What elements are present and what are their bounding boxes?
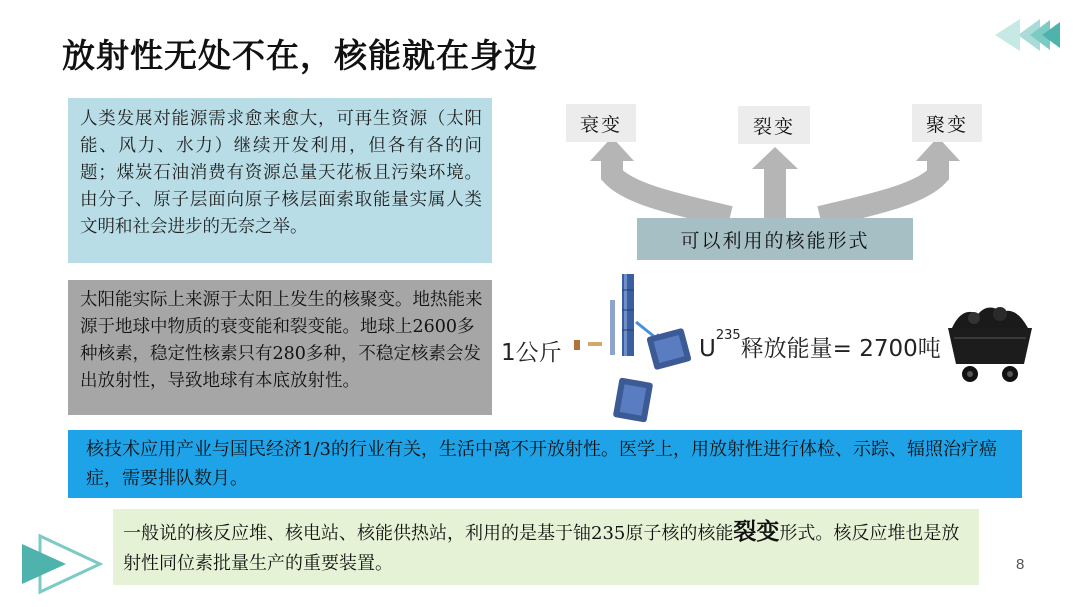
energy-release-equation bbox=[699, 330, 941, 363]
nuclear-energy-forms-label: 可以利用的核能形式 bbox=[637, 218, 913, 260]
isotope-mass-number: 235 bbox=[715, 328, 741, 343]
fusion-label: 聚变 bbox=[912, 104, 982, 142]
reactor-text-before: 一般说的核反应堆、核电站、核能供热站，利用的是基于铀235原子核的核能 bbox=[123, 523, 734, 544]
nuclear-applications-paragraph: 核技术应用产业与国民经济1/3的行业有关，生活中离不开放射性。医学上，用放射性进行体检、示踪、辐照治疗癌症，需要排队数月。 bbox=[68, 430, 1022, 498]
reactor-text-after: 形式。核反应堆也是放射性同位素批量生产的重要装置。 bbox=[123, 523, 960, 574]
reactor-fission-paragraph bbox=[113, 509, 979, 585]
slide-title: 放射性无处不在，核能就在身边 bbox=[62, 36, 538, 75]
isotope-symbol: U bbox=[699, 336, 716, 362]
decay-label: 衰变 bbox=[566, 104, 636, 142]
fission-label: 裂变 bbox=[738, 106, 810, 144]
page-number: 8 bbox=[1016, 556, 1025, 573]
fission-emphasis: 裂变 bbox=[733, 518, 780, 545]
energy-demand-paragraph: 人类发展对能源需求愈来愈大，可再生资源（太阳能、风力、水力）继续开发利用，但各有各的问题；煤炭石油消费有资源总量天花板且污染环境。由分子、原子层面向原子核层面索取能量实属人类文明和社会进步的无奈之举。 bbox=[68, 98, 492, 263]
energy-equation-text: 释放能量= 2700吨 bbox=[740, 336, 941, 362]
coal-cart-icon bbox=[944, 298, 1036, 390]
one-kilogram-label: 1公斤 bbox=[501, 340, 562, 366]
natural-nuclear-energy-paragraph: 太阳能实际上来源于太阳上发生的核聚变。地热能来源于地球中物质的衰变能和裂变能。地球上2600多种核素，稳定性核素只有280多种，不稳定核素会发出放射性，导致地球有本底放射性。 bbox=[68, 280, 492, 415]
play-arrow-decoration bbox=[20, 530, 104, 598]
fuel-rod-illustration bbox=[570, 270, 692, 428]
rewind-arrows-decoration bbox=[990, 15, 1062, 55]
